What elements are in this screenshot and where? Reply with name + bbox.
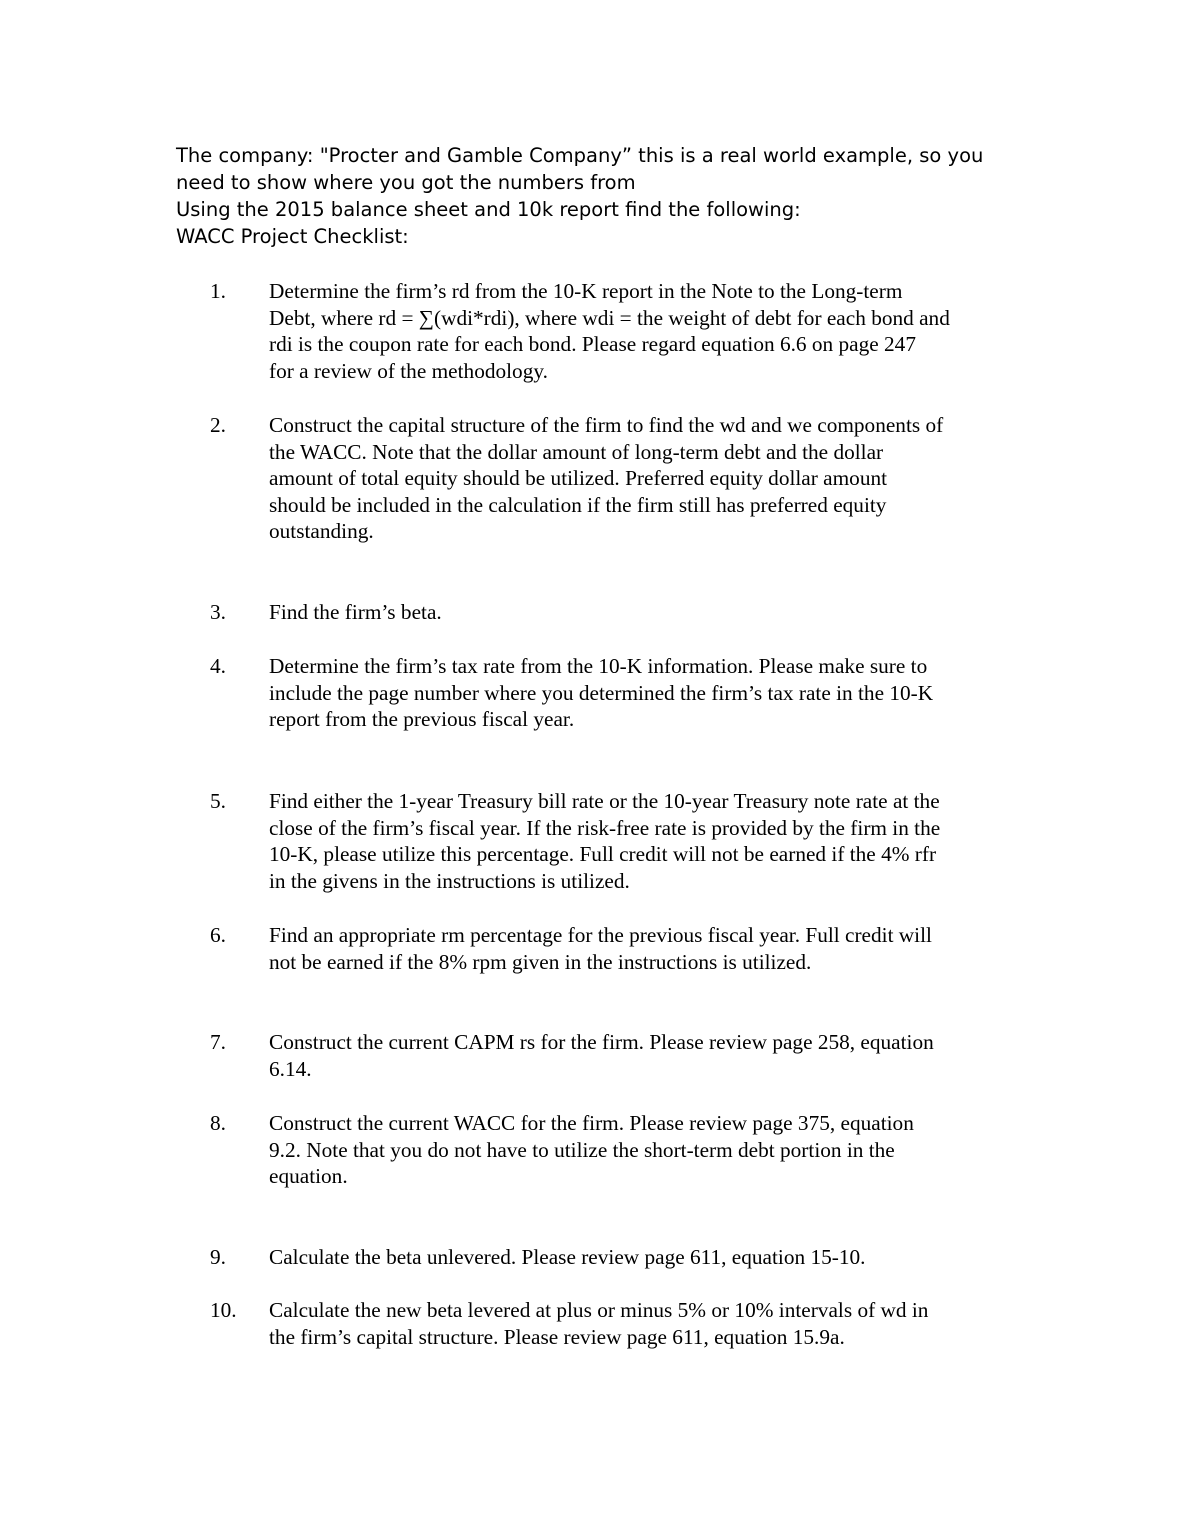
intro-line: Using the 2015 balance sheet and 10k report find the following: <box>176 198 801 221</box>
item-line: outstanding. <box>269 519 374 544</box>
item-text <box>269 653 1029 733</box>
item-line: Determine the firm’s tax rate from the 10-K information. Please make sure to <box>269 654 928 678</box>
checklist-title: WACC Project Checklist: <box>176 225 409 248</box>
item-line: Calculate the beta unlevered. Please review page 611, equation 15-10. <box>269 1245 866 1269</box>
item-line: Find either the 1-year Treasury bill rate or the 10-year Treasury note rate at the <box>269 789 940 813</box>
item-number: 5. <box>210 789 226 813</box>
item-line: equation. <box>269 1164 348 1189</box>
item-text <box>269 788 1029 894</box>
intro-block <box>176 142 1036 250</box>
item-text <box>269 1110 1029 1190</box>
item-line: Debt, where rd = ∑(wdi*rdi), where wdi = the weight of debt for each bond and <box>269 305 950 330</box>
item-number: 9. <box>210 1245 226 1269</box>
item-text <box>269 922 1029 975</box>
item-number: 2. <box>210 413 226 437</box>
item-text <box>269 1029 1029 1082</box>
item-text <box>269 1297 1029 1350</box>
item-text <box>269 412 1029 545</box>
item-text <box>269 599 1029 626</box>
item-text <box>269 278 1029 384</box>
item-number: 8. <box>210 1111 226 1135</box>
item-line: Determine the firm’s rd from the 10-K report in the Note to the Long-term <box>269 279 903 303</box>
item-line: 6.14. <box>269 1056 312 1081</box>
item-line: Construct the capital structure of the firm to find the wd and we components of <box>269 413 944 437</box>
intro-line: need to show where you got the numbers from <box>176 171 636 194</box>
item-line: the firm’s capital structure. Please review page 611, equation 15.9a. <box>269 1324 845 1349</box>
item-line: close of the firm’s fiscal year. If the risk-free rate is provided by the firm in the <box>269 815 941 840</box>
item-number: 4. <box>210 654 226 678</box>
item-line: rdi is the coupon rate for each bond. Please regard equation 6.6 on page 247 <box>269 332 916 357</box>
item-line: in the givens in the instructions is utilized. <box>269 868 630 893</box>
item-line: for a review of the methodology. <box>269 358 548 383</box>
item-number: 1. <box>210 279 226 303</box>
item-line: include the page number where you determined the firm’s tax rate in the 10-K <box>269 680 934 705</box>
item-line: Construct the current CAPM rs for the firm. Please review page 258, equation <box>269 1030 934 1054</box>
item-line: should be included in the calculation if the firm still has preferred equity <box>269 492 887 517</box>
item-line: Calculate the new beta levered at plus or minus 5% or 10% intervals of wd in <box>269 1298 929 1322</box>
item-number: 3. <box>210 600 226 624</box>
item-number: 6. <box>210 923 226 947</box>
item-line: Find an appropriate rm percentage for the previous fiscal year. Full credit will <box>269 923 932 947</box>
item-line: report from the previous fiscal year. <box>269 707 575 732</box>
item-line: the WACC. Note that the dollar amount of long-term debt and the dollar <box>269 439 884 464</box>
item-number: 10. <box>210 1298 237 1322</box>
item-line: amount of total equity should be utilized. Preferred equity dollar amount <box>269 466 888 491</box>
item-line: 9.2. Note that you do not have to utilize the short-term debt portion in the <box>269 1137 895 1162</box>
item-line: not be earned if the 8% rpm given in the instructions is utilized. <box>269 949 812 974</box>
item-text <box>269 1244 1029 1271</box>
item-line: Construct the current WACC for the firm. Please review page 375, equation <box>269 1111 914 1135</box>
intro-line: The company: "Procter and Gamble Company” this is a real world example, so you <box>176 144 984 167</box>
item-line: 10-K, please utilize this percentage. Full credit will not be earned if the 4% rfr <box>269 842 937 867</box>
item-line: Find the firm’s beta. <box>269 600 442 624</box>
item-number: 7. <box>210 1030 226 1054</box>
